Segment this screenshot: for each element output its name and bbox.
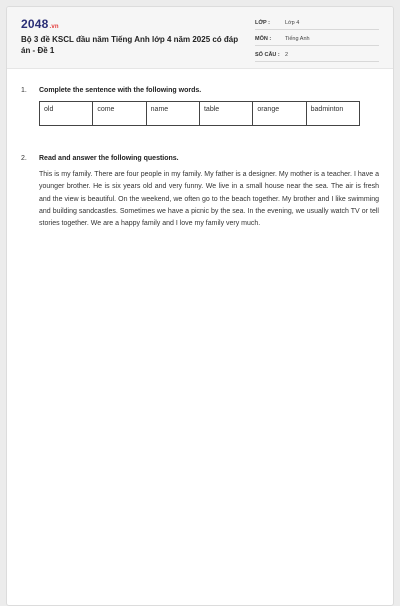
meta-subject (255, 33, 379, 46)
word-bank-cell: old (40, 102, 93, 126)
document-title: Bộ 3 đề KSCL đầu năm Tiếng Anh lớp 4 năm 2025 có đáp án - Đề 1 (21, 35, 239, 55)
meta-question-count-value: 2 (285, 52, 289, 58)
meta-subject-label: MÔN : (255, 36, 272, 42)
word-bank-cell: table (199, 102, 252, 126)
meta-subject-value: Tiếng Anh (285, 36, 310, 42)
word-bank-cell: badminton (306, 102, 359, 126)
logo-suffix: .vn (49, 24, 59, 30)
site-logo[interactable] (21, 17, 59, 31)
question-2-prompt: Read and answer the following questions. (39, 155, 179, 162)
question-2-number: 2. (21, 155, 27, 162)
document-page (6, 6, 394, 606)
logo-text: 2048 (21, 17, 49, 31)
word-bank-table (39, 101, 360, 126)
question-1-prompt: Complete the sentence with the following words. (39, 87, 202, 94)
word-bank-cell: orange (253, 102, 306, 126)
meta-grade-label: LỚP : (255, 20, 270, 26)
meta-grade-value: Lớp 4 (285, 20, 300, 26)
word-bank-cell: come (93, 102, 146, 126)
question-1-number: 1. (21, 87, 27, 94)
meta-grade (255, 17, 379, 30)
meta-question-count (255, 49, 379, 62)
reading-passage: This is my family. There are four people in my family. My father is a designer. My mother is a teacher. I have a younger brother. He is six years old and very funny. We live in a small house near the sea. The air is fresh and the view is beautiful. On the weekend, we often go to the beach together. My brother and I like swimming and building sandcastles. Sometimes we have a picnic by the sea. In the evening, we usually watch TV or tell stories together. We are a happy family and I love my family very much. (39, 171, 379, 228)
word-bank-row (40, 102, 360, 126)
meta-question-count-label: SỐ CÂU : (255, 52, 280, 58)
word-bank-cell: name (146, 102, 199, 126)
document-header (7, 7, 393, 69)
